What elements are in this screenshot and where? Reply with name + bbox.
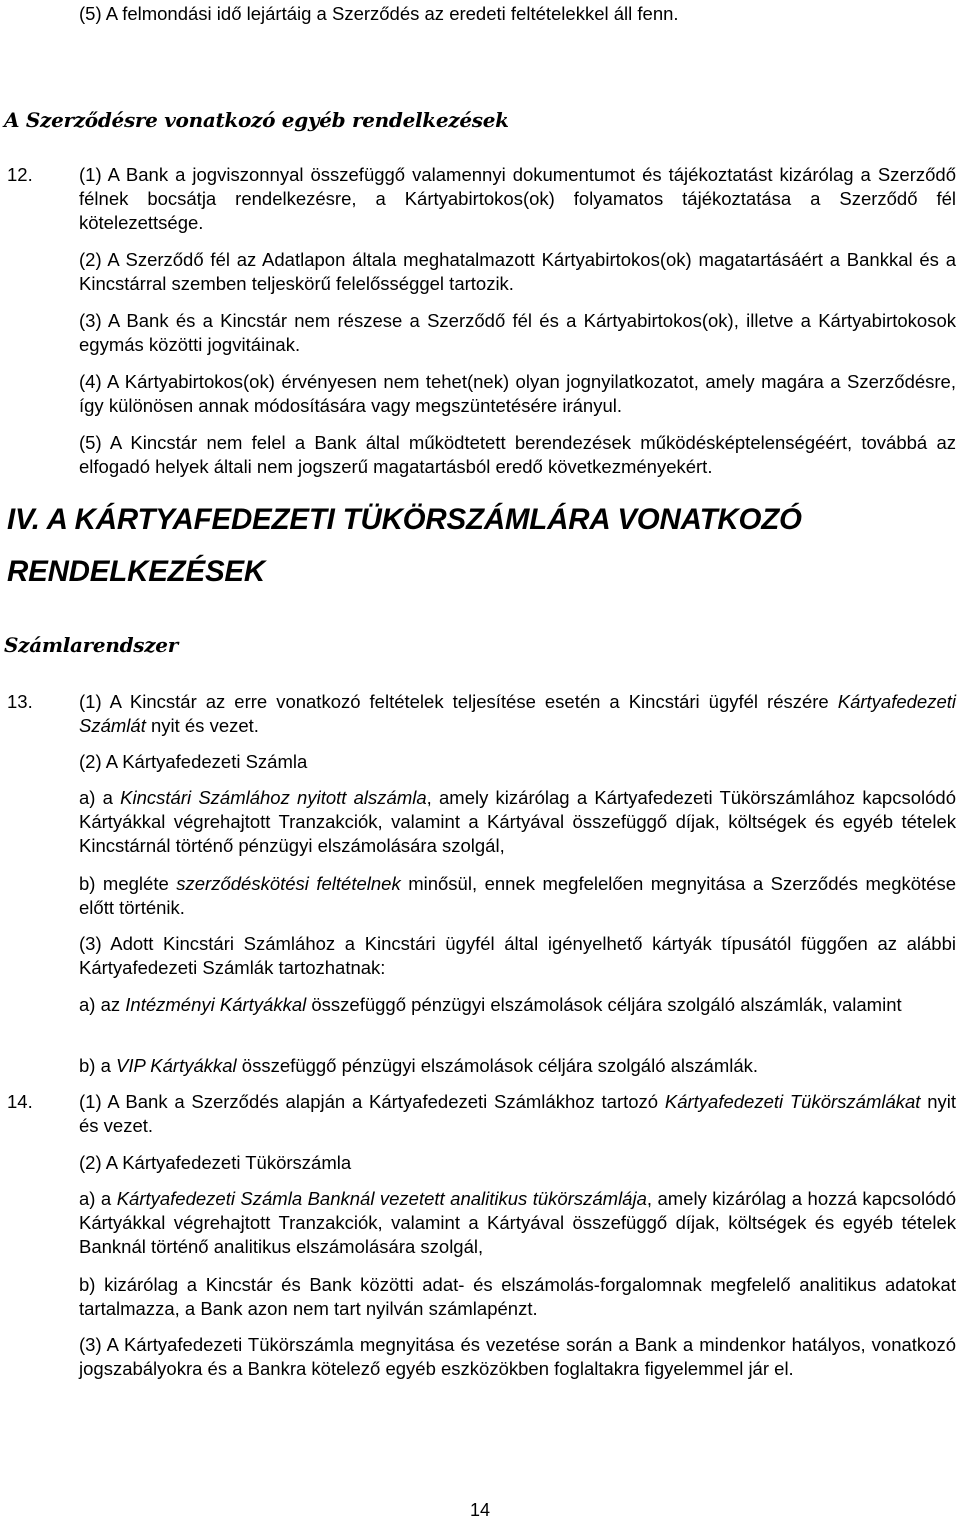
paragraph-13-3: (3) Adott Kincstári Számlához a Kincstári ügyfél által igényelhető kártyák típusától függően az alábbi Kártyafedezeti Számlák tartozhatnak: — [79, 933, 956, 978]
paragraph-12-5: (5) A Kincstár nem felel a Bank által működtetett berendezések működésképtelenségéért, továbbá az elfogadó helyek általi nem jogszerű magatartásból eredő következményekért. — [79, 432, 956, 477]
paragraph-14-2-a: a) a Kártyafedezeti Számla Banknál vezetett analitikus tükörszámlája, amely kizárólag a hozzá kapcsolódó Kártyákkal végrehajtott Tranzakciók, valamint a Kártyával összefüggő díjak, költségek és egyéb tételek Banknál történő analitikus elszámolására szolgál, — [79, 1188, 956, 1257]
section-number-12: 12. — [7, 164, 33, 185]
paragraph-11-5: (5) A felmondási idő lejártáig a Szerződés az eredeti feltételekkel áll fenn. — [79, 3, 679, 24]
chapter-heading-line-2: RENDELKEZÉSEK — [7, 555, 266, 588]
paragraph-12-4: (4) A Kártyabirtokos(ok) érvényesen nem tehet(nek) olyan jognyilatkozatot, amely magára a Szerződésre, így különösen annak módosítására vagy megszüntetésére irányul. — [79, 371, 956, 416]
paragraph-13-2: (2) A Kártyafedezeti Számla — [79, 751, 308, 772]
paragraph-13-1: (1) A Kincstár az erre vonatkozó feltételek teljesítése esetén a Kincstári ügyfél részére Kártyafedezeti Számlát nyit és vezet. — [79, 691, 956, 736]
paragraph-12-3: (3) A Bank és a Kincstár nem részese a Szerződő fél és a Kártyabirtokos(ok), illetve a Kártyabirtokosok egymás közötti jogvitáinak. — [79, 310, 956, 355]
section-heading-other-provisions: A Szerződésre vonatkozó egyéb rendelkezések — [4, 108, 509, 132]
paragraph-13-3-a: a) az Intézményi Kártyákkal összefüggő pénzügyi elszámolások céljára szolgáló alszámlák, valamint — [79, 994, 902, 1015]
subsection-heading-account-system: Számlarendszer — [4, 633, 178, 657]
section-number-14: 14. — [7, 1091, 33, 1112]
paragraph-12-1: (1) A Bank a jogviszonnyal összefüggő valamennyi dokumentumot és tájékoztatást kizárólag a Szerződő félnek bocsátja rendelkezésre, a Kártyabirtokos(ok) folyamatos tájékoztatása a Szerződő fél kötelezettsége. — [79, 164, 956, 233]
paragraph-13-3-b: b) a VIP Kártyákkal összefüggő pénzügyi elszámolások céljára szolgáló alszámlák. — [79, 1055, 759, 1076]
section-number-13: 13. — [7, 691, 33, 712]
chapter-heading-line-1: IV. A KÁRTYAFEDEZETI TÜKÖRSZÁMLÁRA VONATKOZÓ — [7, 503, 802, 536]
paragraph-12-2: (2) A Szerződő fél az Adatlapon általa meghatalmazott Kártyabirtokos(ok) magatartásáért a Bankkal és a Kincstárral szemben teljeskörű felelősséggel tartozik. — [79, 249, 956, 294]
paragraph-14-3: (3) A Kártyafedezeti Tükörszámla megnyitása és vezetése során a Bank a mindenkor hatályos, vonatkozó jogszabályokra és a Bankra kötelező egyéb eszközökben foglaltakra figyelemmel jár el. — [79, 1334, 956, 1379]
page-number: 14 — [469, 1500, 491, 1520]
paragraph-13-2-b: b) megléte szerződéskötési feltételnek minősül, ennek megfelelően megnyitása a Szerződés megkötése előtt történik. — [79, 873, 957, 918]
paragraph-14-2: (2) A Kártyafedezeti Tükörszámla — [79, 1152, 352, 1173]
paragraph-14-2-b: b) kizárólag a Kincstár és Bank közötti adat- és elszámolás-forgalomnak megfelelő analitikus adatokat tartalmazza, a Bank azon nem tart nyilván számlapénzt. — [79, 1274, 956, 1319]
paragraph-14-1: (1) A Bank a Szerződés alapján a Kártyafedezeti Számlákhoz tartozó Kártyafedezeti Tükörszámlákat nyit és vezet. — [79, 1091, 956, 1136]
paragraph-13-2-a: a) a Kincstári Számlához nyitott alszámla, amely kizárólag a Kártyafedezeti Tükörszámlához kapcsolódó Kártyákkal végrehajtott Tranzakciók, valamint a Kártyával összefüggő díjak, költségek és egyéb tételek Kincstárnál történő pénzügyi elszámolására szolgál, — [79, 787, 956, 856]
